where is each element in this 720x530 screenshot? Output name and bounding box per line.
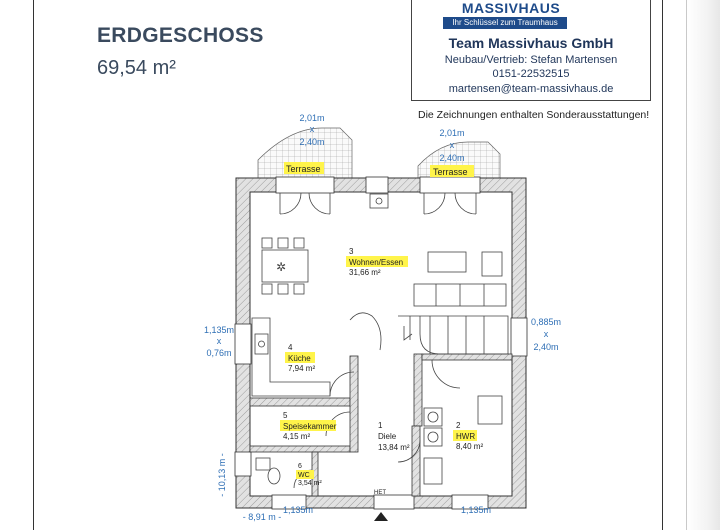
entrance-door — [374, 495, 414, 509]
wc-name: WC — [298, 472, 310, 479]
terrace-left-dim-2: 2,40m — [299, 137, 325, 147]
pantry-number: 5 — [283, 411, 288, 420]
living-furniture — [370, 194, 506, 306]
bottom-right-dim: 1,135m — [460, 505, 492, 515]
terrace-door-left — [276, 177, 334, 193]
company-phone: 0151-22532515 — [492, 68, 570, 80]
utility-area: 8,40 m² — [456, 442, 484, 451]
heating-label: HET — [374, 490, 386, 496]
terrace-right-label: Terrasse — [433, 167, 468, 177]
staircase — [398, 316, 508, 354]
company-email: martensen@team-massivhaus.de — [448, 83, 614, 95]
terrace-right-dim-x: x — [449, 140, 455, 150]
wc-fixtures — [256, 458, 280, 484]
hall-number: 1 — [378, 421, 383, 430]
wc-window — [235, 452, 251, 476]
utility-number: 2 — [456, 421, 461, 430]
wc-area: 3,54 m² — [298, 480, 322, 487]
terrace-right-dim-2: 2,40m — [439, 153, 465, 163]
plant-icon: ✲ — [276, 260, 287, 274]
toilet — [268, 468, 280, 484]
right-side-dim-2: 2,40m — [533, 342, 559, 352]
terrace-left-label: Terrasse — [286, 164, 321, 174]
kitchen-name: Küche — [288, 354, 311, 363]
pantry-name: Speisekammer — [283, 422, 337, 431]
living-name: Wohnen/Essen — [349, 258, 404, 267]
left-side-dim-2: 0,76m — [206, 348, 232, 358]
house-width-dim: - 8,91 m - — [242, 512, 282, 522]
top-window — [366, 177, 388, 193]
company-contact: Neubau/Vertrieb: Stefan Martensen — [444, 54, 618, 66]
terrace-right-dim-1: 2,01m — [439, 128, 465, 138]
kitchen-number: 4 — [288, 343, 293, 352]
wc-number: 6 — [298, 463, 302, 470]
hall-area: 13,84 m² — [378, 443, 410, 452]
terrace-left-dim-1: 2,01m — [299, 113, 325, 123]
entrance-arrow-icon — [374, 512, 388, 521]
left-window — [235, 324, 251, 364]
heating-unit — [478, 396, 502, 424]
left-side-dim-x: x — [216, 336, 222, 346]
hall-door-swing — [350, 313, 381, 350]
right-window — [511, 318, 527, 356]
terrace-door-right — [420, 177, 480, 193]
terrace-left-dim-x: x — [309, 124, 315, 134]
company-slogan: Ihr Schlüssel zum Traumhaus — [443, 17, 567, 29]
living-number: 3 — [349, 247, 354, 256]
right-side-dim-x: x — [543, 329, 549, 339]
left-side-dim-1: 1,135m — [203, 325, 235, 335]
house-depth-dim: - 10,13 m - — [217, 453, 227, 497]
kitchen-area: 7,94 m² — [288, 364, 316, 373]
company-logo-text: MASSIVHAUS — [461, 1, 561, 16]
bottom-left-dim: 1,135m — [282, 505, 314, 515]
wc-sink — [256, 458, 270, 470]
pantry-area: 4,15 m² — [283, 432, 311, 441]
living-area: 31,66 m² — [349, 268, 381, 277]
floor-title: ERDGESCHOSS — [97, 24, 264, 47]
tv-board — [428, 252, 466, 272]
boiler — [424, 458, 442, 484]
right-side-dim-1: 0,885m — [530, 317, 562, 327]
floor-area: 69,54 m² — [97, 57, 176, 79]
special-equipment-notice: Die Zeichnungen enthalten Sonderausstattungen! — [418, 109, 650, 121]
company-name: Team Massivhaus GmbH — [448, 35, 614, 51]
armchair — [482, 252, 502, 276]
utility-name: HWR — [456, 432, 476, 441]
hall-name: Diele — [378, 432, 397, 441]
